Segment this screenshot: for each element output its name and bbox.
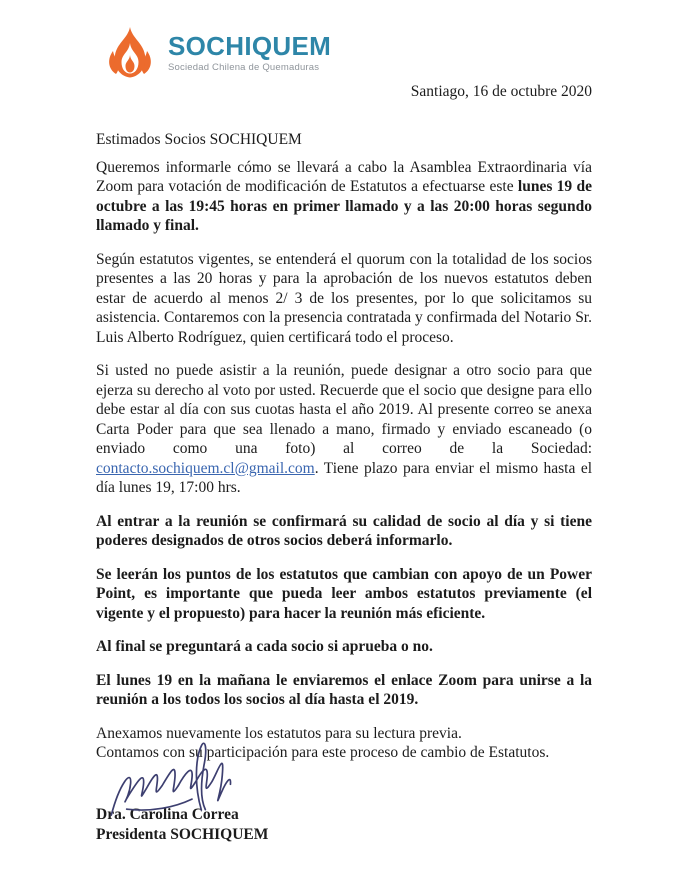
signoff-name: Dra. Carolina Correa [96, 805, 239, 823]
paragraph-vote: Al final se preguntará a cada socio si aprueba o no. [96, 638, 433, 655]
paragraph-proxy-after-link: . Tiene plazo para enviar el mismo hasta el día lunes 19, 17:00 hrs. [96, 459, 592, 496]
logo-name: SOCHIQUEM [168, 31, 332, 61]
paragraph-quorum: Según estatutos vigentes, se entenderá el quorum con la totalidad de los socios presentes a las 20 horas y para la aprobación de los nuevos estatutos deben estar de acuerdo al menos 2/ 3 de los presentes, por lo que solicitamos su asistencia. Contaremos con la presencia contratada y confirmada del Notario Sr. Luis Alberto Rodríguez, quien certificará todo el proceso. [96, 250, 592, 346]
email-link[interactable]: contacto.sochiquem.cl@gmail.com [96, 459, 315, 477]
closing-line-1: Anexamos nuevamente los estatutos para su lectura previa. [96, 724, 462, 742]
paragraph-closing [96, 724, 592, 763]
paragraph-announcement-normal: Queremos informarle cómo se llevará a cabo la Asamblea Extraordinaria vía Zoom para votación de modificación de Estatutos a efectuarse este [96, 158, 592, 195]
logo-text [168, 33, 331, 73]
paragraph-entry-check: Al entrar a la reunión se confirmará su calidad de socio al día y si tiene poderes designados de otros socios deberá informarlo. [96, 512, 592, 549]
signoff-title: Presidenta SOCHIQUEM [96, 825, 269, 843]
paragraph-powerpoint: Se leerán los puntos de los estatutos que cambian con apoyo de un Power Point, es importante que pueda leer ambos estatutos previamente (el vigente y el propuesto) para hacer la reunión más eficiente. [96, 565, 592, 622]
paragraph-proxy-before-link: Si usted no puede asistir a la reunión, puede designar a otro socio para que ejerza su derecho al voto por usted. Recuerde que el socio que designe para ello debe estar al día con sus cuotas hasta el año 2019. Al presente correo se anexa Carta Poder para que sea llenado a mano, firmado y enviado escaneado (o enviado como una foto) al correo de la Sociedad: [96, 362, 592, 457]
flame-icon [102, 26, 158, 80]
signoff-block [96, 805, 592, 845]
closing-line-2: Contamos con su participación para este proceso de cambio de Estatutos. [96, 744, 550, 761]
sochiquem-logo [102, 26, 331, 80]
date-line: Santiago, 16 de octubre 2020 [410, 83, 592, 100]
paragraph-zoom-link: El lunes 19 en la mañana le enviaremos el enlace Zoom para unirse a la reunión a los todos los socios al día hasta el 2019. [96, 671, 592, 708]
paragraph-proxy [96, 361, 592, 498]
salutation: Estimados Socios SOCHIQUEM [96, 131, 302, 148]
paragraph-announcement-bold: lunes 19 de octubre a las 19:45 horas en primer llamado y a las 20:00 horas segundo llamado y final. [96, 178, 592, 234]
logo-tagline: Sociedad Chilena de Quemaduras [168, 62, 320, 73]
paragraph-announcement [96, 158, 592, 236]
letter-body [96, 130, 592, 845]
